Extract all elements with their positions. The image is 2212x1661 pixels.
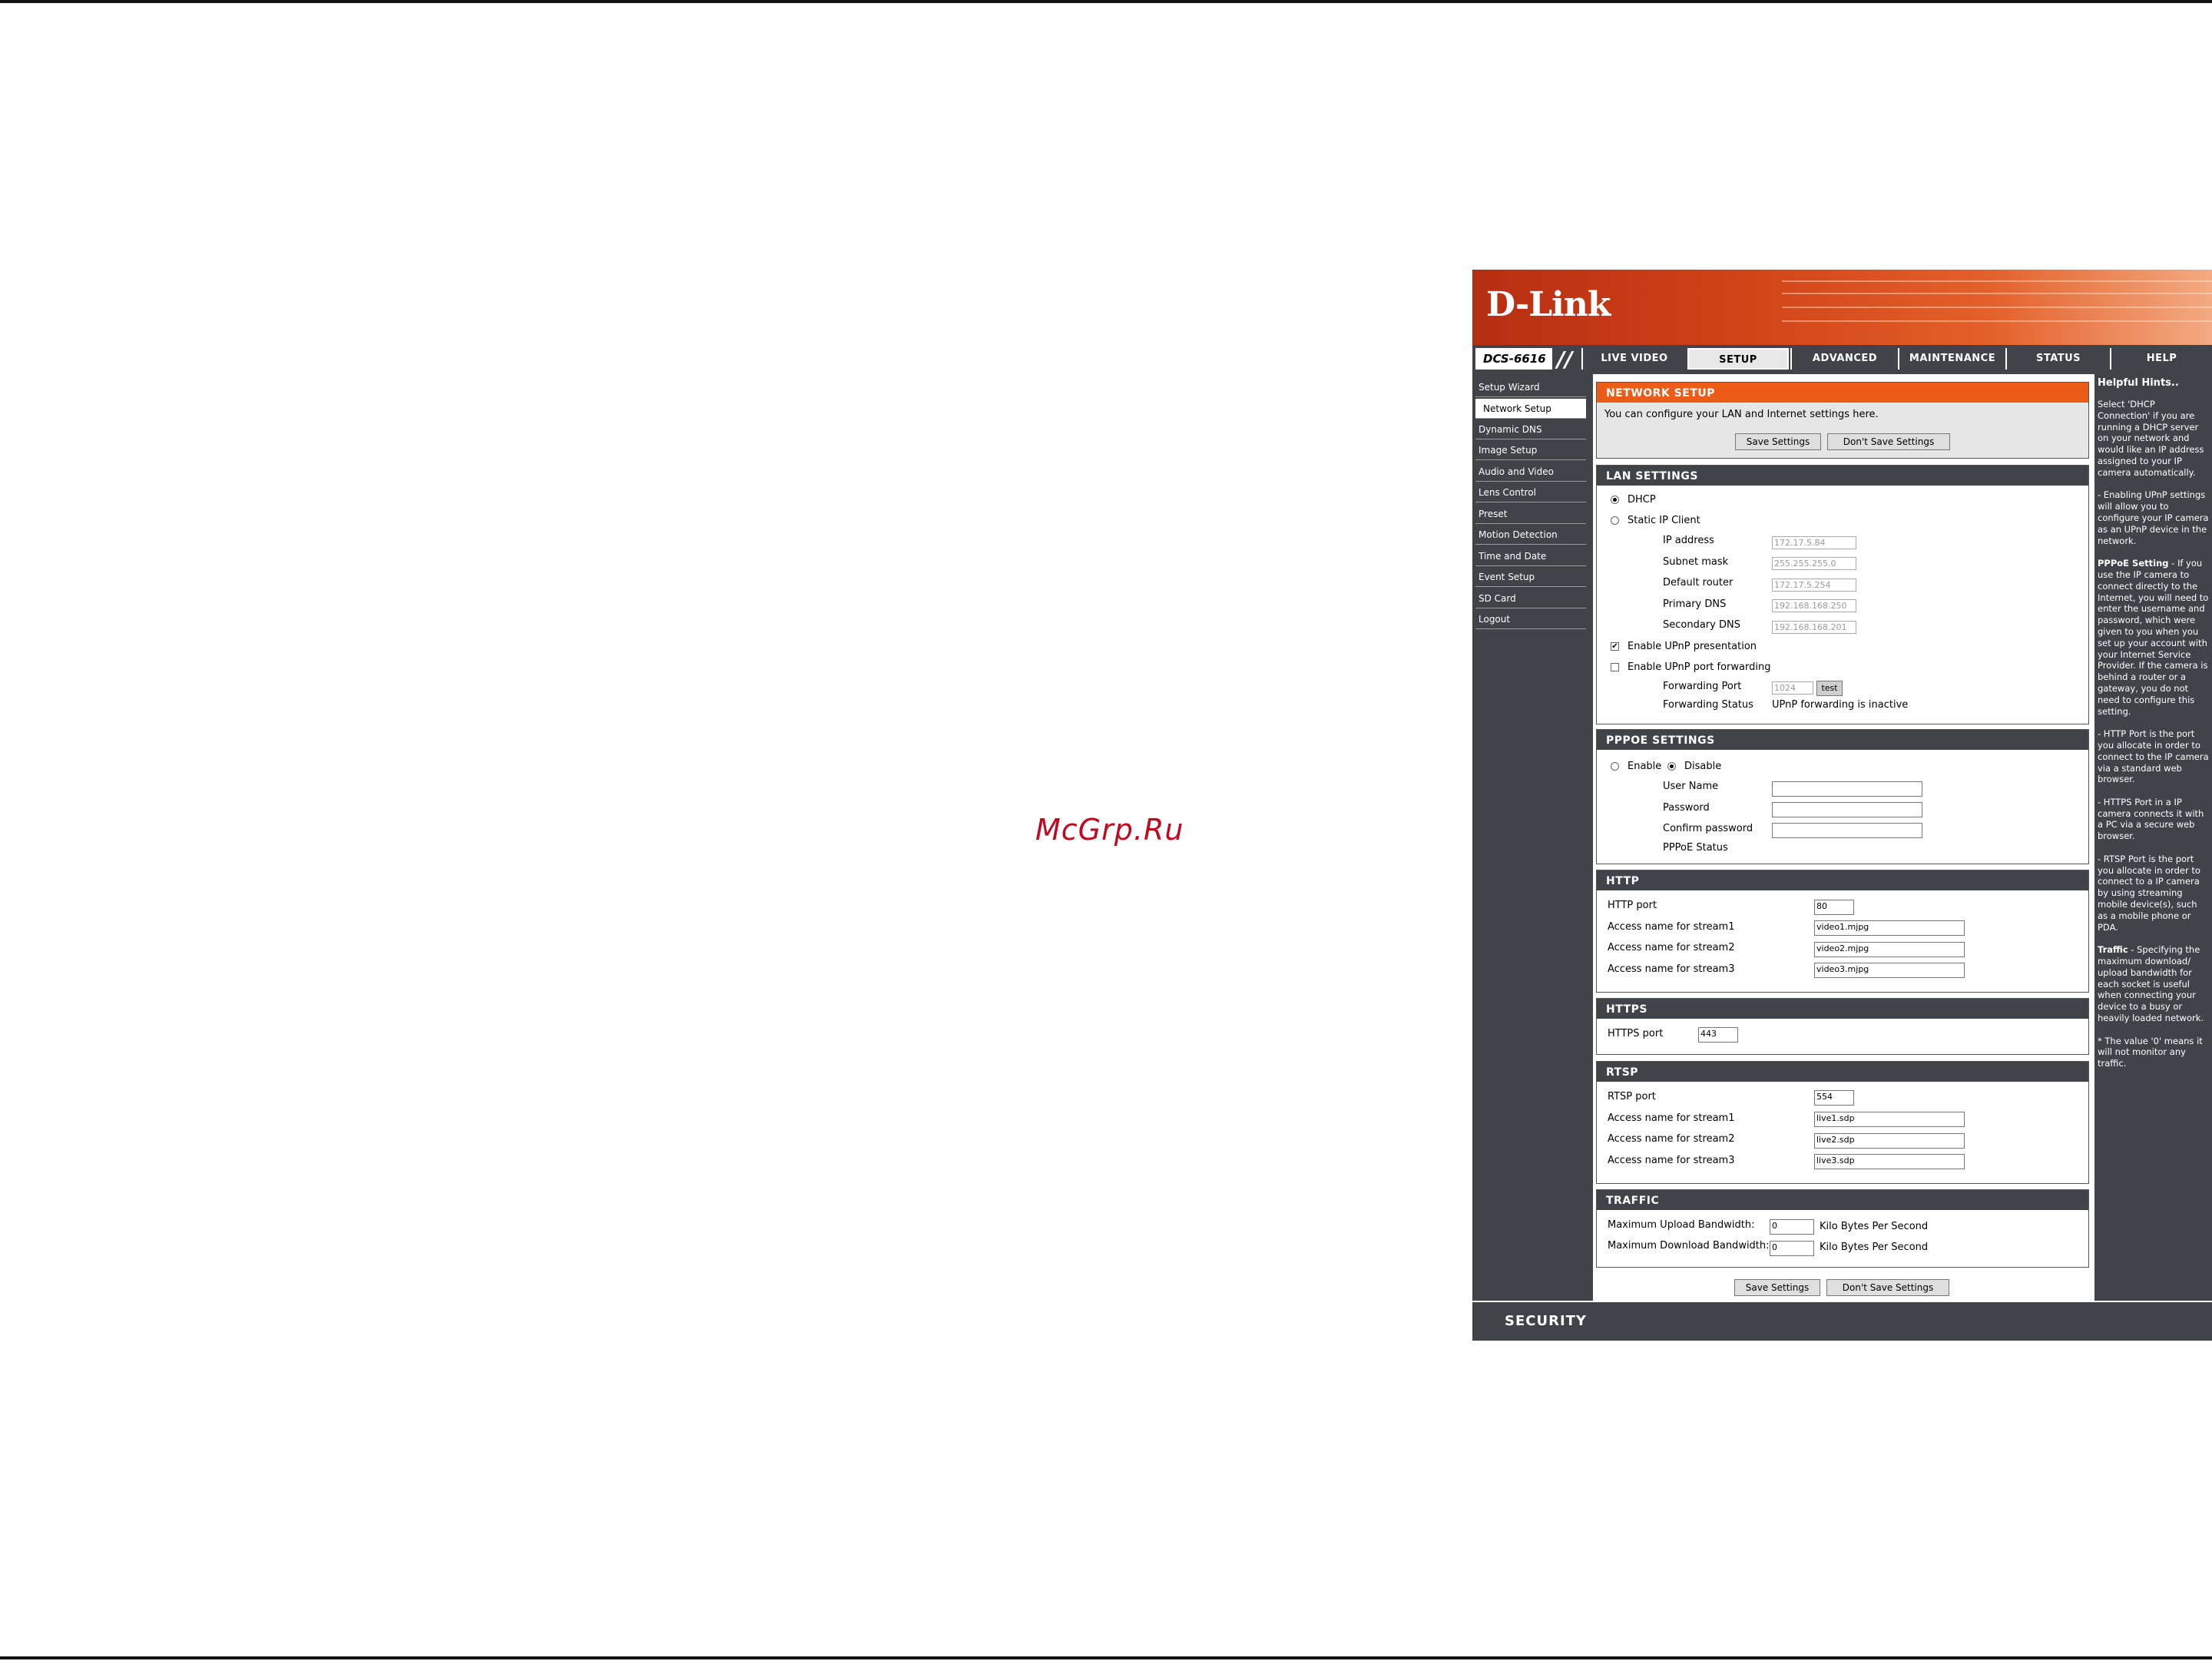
forwarding-status-value: UPnP forwarding is inactive	[1772, 699, 1909, 711]
primary-dns-input[interactable]: 192.168.168.250	[1772, 599, 1856, 612]
rtsp-stream3-input[interactable]: live3.sdp	[1814, 1154, 1965, 1169]
http-stream1-input[interactable]: video1.mjpg	[1814, 920, 1965, 936]
http-port-label: HTTP port	[1608, 900, 1657, 911]
hint-dhcp: Select 'DHCP Connection' if you are running a DHCP server on your network and would like an IP address assigned to your IP camera automatically.	[2098, 399, 2204, 478]
static-ip-label: Static IP Client	[1628, 515, 1700, 526]
dhcp-radio[interactable]	[1611, 496, 1619, 504]
rtsp-stream2-label: Access name for stream2	[1608, 1133, 1735, 1145]
nav-logout[interactable]: Logout	[1475, 609, 1586, 629]
footer-bar	[1472, 1301, 2212, 1341]
nav-sd-card[interactable]: SD Card	[1475, 588, 1586, 608]
hint-upnp: - Enabling UPnP settings will allow you to configure your IP camera as an UPnP device in the network.	[2098, 489, 2209, 546]
nav-dynamic-dns[interactable]: Dynamic DNS	[1475, 419, 1586, 439]
network-setup-description: You can configure your LAN and Internet settings here.	[1604, 409, 1879, 420]
nav-image-setup[interactable]: Image Setup	[1475, 440, 1586, 460]
https-port-label: HTTPS port	[1608, 1028, 1664, 1039]
left-navigation	[1472, 374, 1593, 1301]
ip-address-label: IP address	[1663, 535, 1714, 546]
hint-https: - HTTPS Port in a IP camera connects it with a PC via a secure web browser.	[2098, 796, 2204, 842]
ip-address-input[interactable]: 172.17.5.84	[1772, 536, 1856, 549]
pppoe-status-label: PPPoE Status	[1663, 842, 1728, 854]
default-router-input[interactable]: 172.17.5.254	[1772, 579, 1856, 592]
download-bandwidth-label: Maximum Download Bandwidth:	[1608, 1240, 1770, 1252]
http-section	[1596, 870, 2089, 993]
forwarding-status-label: Forwarding Status	[1663, 699, 1753, 711]
save-settings-button-bottom[interactable]: Save Settings	[1734, 1279, 1820, 1296]
upnp-forwarding-checkbox[interactable]	[1611, 663, 1619, 671]
tab-live-video[interactable]: LIVE VIDEO	[1581, 348, 1686, 370]
primary-dns-label: Primary DNS	[1663, 598, 1727, 610]
default-router-label: Default router	[1663, 577, 1734, 588]
hint-traffic-heading: Traffic	[2098, 944, 2128, 956]
nav-motion-detection[interactable]: Motion Detection	[1475, 525, 1586, 545]
top-rule	[0, 0, 2212, 3]
traffic-title: TRAFFIC	[1597, 1190, 2088, 1210]
subnet-mask-input[interactable]: 255.255.255.0	[1772, 557, 1856, 570]
forwarding-port-input[interactable]: 1024	[1772, 681, 1813, 695]
secondary-dns-input[interactable]: 192.168.168.201	[1772, 621, 1856, 634]
test-button[interactable]: test	[1816, 681, 1843, 696]
pppoe-confirm-input[interactable]	[1772, 823, 1922, 838]
traffic-section	[1596, 1189, 2089, 1268]
helpful-hints-panel	[2094, 374, 2212, 1301]
pppoe-password-label: Password	[1663, 802, 1710, 814]
http-stream2-label: Access name for stream2	[1608, 942, 1735, 953]
network-setup-section	[1596, 382, 2089, 459]
hint-pppoe-heading: PPPoE Setting	[2098, 558, 2169, 569]
rtsp-stream1-label: Access name for stream1	[1608, 1112, 1735, 1124]
http-port-input[interactable]: 80	[1814, 900, 1854, 915]
slashes-decoration: //	[1557, 346, 1573, 372]
security-footer-label: SECURITY	[1505, 1313, 1587, 1329]
pppoe-settings-section	[1596, 729, 2089, 864]
https-section	[1596, 998, 2089, 1055]
hint-rtsp: - RTSP Port is the port you allocate in order to connect to a IP camera by using streaming mobile device(s), such as a mobile phone or PDA.	[2098, 853, 2200, 933]
nav-time-and-date[interactable]: Time and Date	[1475, 546, 1586, 566]
tab-setup[interactable]: SETUP	[1687, 348, 1789, 370]
upnp-presentation-label: Enable UPnP presentation	[1628, 641, 1757, 652]
rtsp-stream2-input[interactable]: live2.sdp	[1814, 1133, 1965, 1149]
nav-audio-and-video[interactable]: Audio and Video	[1475, 462, 1586, 482]
bottom-rule	[0, 1656, 2212, 1659]
dhcp-label: DHCP	[1628, 494, 1656, 506]
dlink-logo: D-Link	[1486, 285, 1611, 324]
rtsp-title: RTSP	[1597, 1062, 2088, 1082]
lan-settings-section	[1596, 465, 2089, 724]
rtsp-port-input[interactable]: 554	[1814, 1090, 1854, 1106]
hint-http: - HTTP Port is the port you allocate in order to connect to the IP camera via a standard web browser.	[2098, 728, 2209, 785]
pppoe-enable-radio[interactable]	[1611, 762, 1619, 771]
rtsp-port-label: RTSP port	[1608, 1091, 1656, 1102]
http-title: HTTP	[1597, 870, 2088, 890]
main-content	[1593, 374, 2094, 1301]
nav-network-setup[interactable]: Network Setup	[1475, 399, 1586, 419]
dont-save-settings-button-bottom[interactable]: Don't Save Settings	[1826, 1279, 1949, 1296]
pppoe-username-label: User Name	[1663, 781, 1719, 792]
tab-advanced[interactable]: ADVANCED	[1790, 348, 1898, 370]
top-tab-bar	[1472, 345, 2212, 374]
http-stream3-label: Access name for stream3	[1608, 963, 1735, 975]
upnp-presentation-checkbox[interactable]: ✔	[1611, 642, 1618, 651]
subnet-mask-label: Subnet mask	[1663, 556, 1729, 568]
rtsp-section	[1596, 1061, 2089, 1184]
hints-body	[2098, 399, 2210, 1081]
pppoe-confirm-label: Confirm password	[1663, 823, 1753, 834]
pppoe-password-input[interactable]	[1772, 802, 1922, 817]
watermark-text: McGrp.Ru	[1035, 813, 1184, 847]
save-settings-button-top[interactable]: Save Settings	[1735, 433, 1821, 450]
upnp-forwarding-label: Enable UPnP port forwarding	[1628, 661, 1771, 673]
forwarding-port-label: Forwarding Port	[1663, 681, 1742, 692]
hint-pppoe	[2098, 558, 2210, 717]
https-title: HTTPS	[1597, 999, 2088, 1019]
hints-title: Helpful Hints..	[2098, 377, 2179, 389]
upload-bandwidth-input[interactable]: 0	[1770, 1219, 1814, 1235]
pppoe-disable-label: Disable	[1684, 761, 1722, 772]
lan-settings-title: LAN SETTINGS	[1597, 466, 2088, 486]
tab-help[interactable]: HELP	[2110, 348, 2212, 370]
dont-save-settings-button-top[interactable]: Don't Save Settings	[1827, 433, 1950, 450]
pppoe-enable-label: Enable	[1628, 761, 1662, 772]
http-stream3-input[interactable]: video3.mjpg	[1814, 963, 1965, 978]
download-unit-label: Kilo Bytes Per Second	[1820, 1242, 1929, 1253]
upload-unit-label: Kilo Bytes Per Second	[1820, 1221, 1929, 1232]
header-banner	[1472, 270, 2212, 345]
nav-event-setup[interactable]: Event Setup	[1475, 567, 1586, 587]
upload-bandwidth-label: Maximum Upload Bandwidth:	[1608, 1219, 1755, 1231]
http-stream2-input[interactable]: video2.mjpg	[1814, 942, 1965, 957]
nav-lens-control[interactable]: Lens Control	[1475, 482, 1586, 502]
rtsp-stream3-label: Access name for stream3	[1608, 1155, 1735, 1166]
tab-status[interactable]: STATUS	[2005, 348, 2110, 370]
pppoe-disable-radio[interactable]	[1667, 762, 1676, 771]
https-port-input[interactable]: 443	[1698, 1027, 1738, 1043]
network-setup-title: NETWORK SETUP	[1597, 383, 2088, 403]
hint-traffic-text: - Specifying the maximum download/ upload bandwidth for each socket is useful when connecting your device to a busy or heavily loaded network.	[2098, 944, 2204, 1024]
nav-preset[interactable]: Preset	[1475, 504, 1586, 524]
pppoe-username-input[interactable]	[1772, 781, 1922, 797]
tab-maintenance[interactable]: MAINTENANCE	[1898, 348, 2005, 370]
static-ip-radio[interactable]	[1611, 516, 1619, 525]
secondary-dns-label: Secondary DNS	[1663, 619, 1740, 631]
rtsp-stream1-input[interactable]: live1.sdp	[1814, 1112, 1965, 1127]
hint-traffic	[2098, 944, 2210, 1024]
camera-web-ui	[1472, 270, 2212, 1341]
http-stream1-label: Access name for stream1	[1608, 921, 1735, 933]
hint-zero-value: * The value '0' means it will not monitor any traffic.	[2098, 1035, 2203, 1069]
hint-pppoe-text: - If you use the IP camera to connect directly to the Internet, you will need to enter the username and password, which were given to you when you set up your account with your Internet Service Provider. If the camera is behind a router or a gateway, you do not need to configure this setting.	[2098, 558, 2209, 717]
download-bandwidth-input[interactable]: 0	[1770, 1241, 1814, 1256]
nav-setup-wizard[interactable]: Setup Wizard	[1475, 377, 1586, 397]
pppoe-settings-title: PPPOE SETTINGS	[1597, 730, 2088, 750]
model-badge: DCS-6616	[1475, 348, 1552, 370]
